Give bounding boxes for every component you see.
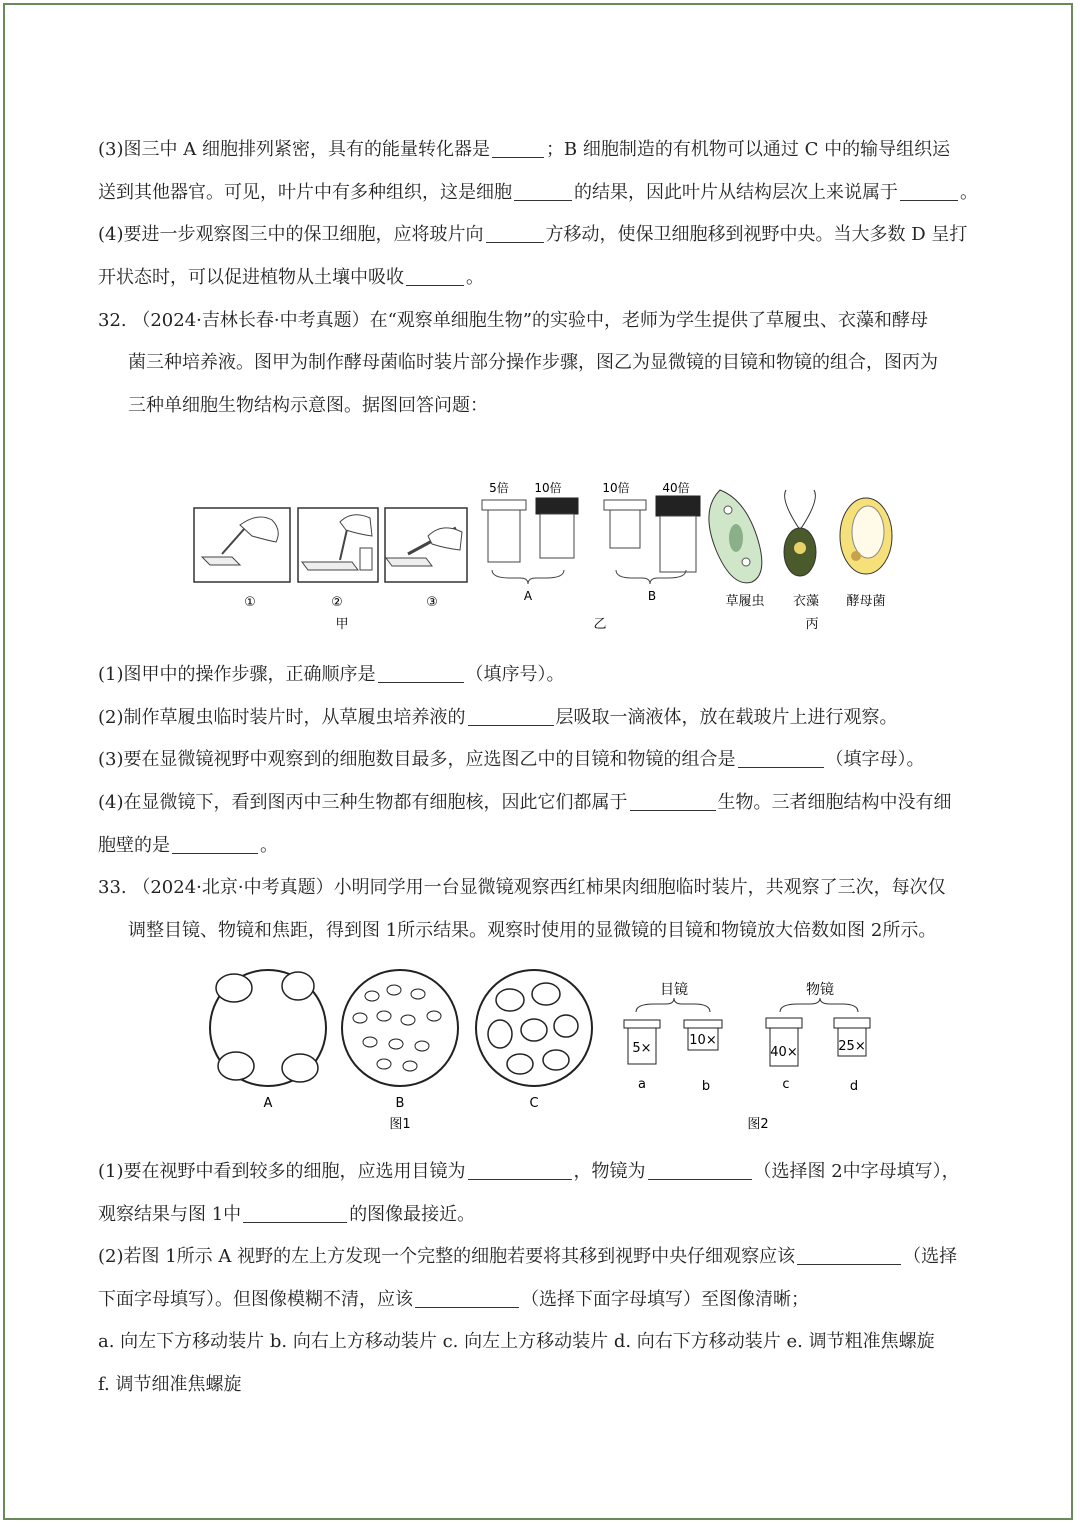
- step-2-label: ②: [331, 595, 343, 610]
- answer-blank[interactable]: [738, 749, 824, 768]
- lens-a-letter: a: [638, 1077, 646, 1092]
- answer-blank[interactable]: [468, 1161, 572, 1180]
- answer-blank[interactable]: [406, 267, 464, 286]
- chlamydomonas-drawing: [784, 490, 816, 576]
- mag-5-label: 5倍: [489, 481, 509, 495]
- answer-blank[interactable]: [415, 1289, 519, 1308]
- step-3-label: ③: [426, 595, 438, 610]
- lens-c-mag: 40×: [770, 1045, 798, 1060]
- q32-part1: (1)图甲中的操作步骤，正确顺序是 （填序号）。: [98, 664, 565, 685]
- answer-blank[interactable]: [378, 664, 464, 683]
- q33-intro-line1: 33. （2024·北京·中考真题）小明同学用一台显微镜观察西红柿果肉细胞临时装片，共观察了三次，每次仅: [98, 877, 946, 898]
- lens-d-letter: d: [849, 1079, 859, 1094]
- q31-part4-line2: 开状态时，可以促进植物从土壤中吸收 。: [98, 267, 484, 288]
- view-b-label: B: [395, 1096, 405, 1111]
- objective-40x: [656, 496, 700, 572]
- objective-brace: [780, 998, 858, 1012]
- q33-options-line2: f. 调节细准焦螺旋: [98, 1374, 242, 1395]
- step-2-panel: [298, 508, 378, 582]
- view-b-circle: [342, 970, 458, 1086]
- eyepiece-heading: 目镜: [660, 982, 688, 998]
- answer-blank[interactable]: [243, 1204, 347, 1223]
- lens-a-mag: 5×: [632, 1041, 652, 1056]
- group-a-label: A: [523, 589, 533, 603]
- q32-part3: (3)要在显微镜视野中观察到的细胞数目最多，应选图乙中的目镜和物镜的组合是 （填字母）。: [98, 749, 925, 770]
- yeast-drawing: [840, 498, 892, 574]
- answer-blank[interactable]: [514, 182, 572, 201]
- q32-part4-line2: 胞壁的是 。: [98, 835, 278, 856]
- mag-10a-label: 10倍: [534, 481, 562, 495]
- answer-blank[interactable]: [468, 707, 554, 726]
- brace-a: [492, 570, 564, 584]
- q33-figure: [200, 960, 890, 1140]
- answer-blank[interactable]: [172, 835, 258, 854]
- objective-heading: 物镜: [806, 982, 834, 998]
- mag-40-label: 40倍: [662, 481, 690, 495]
- fig2-label: 图2: [747, 1117, 769, 1132]
- q33-part2-line2: 下面字母填写）。但图像模糊不清，应该 （选择下面字母填写）至图像清晰；: [98, 1289, 809, 1310]
- paramecium-label: 草履虫: [725, 594, 765, 609]
- answer-blank[interactable]: [648, 1161, 752, 1180]
- answer-blank[interactable]: [492, 139, 544, 158]
- fig1-label: 图1: [389, 1117, 411, 1132]
- q31-part3-line1: (3)图三中 A 细胞排列紧密，具有的能量转化器是 ；B 细胞制造的有机物可以通过 C 中的输导组织运: [98, 139, 951, 160]
- q32-intro-line1: 32. （2024·吉林长春·中考真题）在“观察单细胞生物”的实验中，老师为学生提供了草履虫、衣藻和酵母: [98, 310, 928, 331]
- step-1-panel: [194, 508, 290, 582]
- answer-blank[interactable]: [900, 182, 958, 201]
- lens-b-mag: 10×: [689, 1033, 717, 1048]
- q32-intro-line2: 菌三种培养液。图甲为制作酵母菌临时装片部分操作步骤，图乙为显微镜的目镜和物镜的组合，图丙为: [128, 352, 938, 373]
- paramecium-drawing: [709, 490, 762, 583]
- objective-10x: [536, 498, 578, 558]
- q32-figure: [180, 470, 910, 640]
- step-1-label: ①: [244, 595, 256, 610]
- eyepiece-5x: [482, 500, 526, 562]
- eyepiece-brace: [636, 998, 710, 1012]
- fig-bing-label: 丙: [805, 617, 819, 632]
- mag-10b-label: 10倍: [602, 481, 630, 495]
- eyepiece-10x: [604, 500, 646, 548]
- answer-blank[interactable]: [630, 792, 716, 811]
- q33-options-line1: a. 向左下方移动装片 b. 向右上方移动装片 c. 向左上方移动装片 d. 向右下方移动装片 e. 调节粗准焦螺旋: [98, 1331, 935, 1352]
- yeast-label: 酵母菌: [846, 594, 886, 609]
- lens-b-letter: b: [701, 1079, 711, 1094]
- lens-d-mag: 25×: [838, 1039, 866, 1054]
- chlamydomonas-label: 衣藻: [792, 594, 820, 609]
- q31-part3-line2: 送到其他器官。可见，叶片中有多种组织，这是细胞 的结果，因此叶片从结构层次上来说属于 。: [98, 182, 978, 203]
- q32-part2: (2)制作草履虫临时装片时，从草履虫培养液的 层吸取一滴液体，放在载玻片上进行观察。: [98, 707, 898, 728]
- q32-part4-line1: (4)在显微镜下，看到图丙中三种生物都有细胞核，因此它们都属于 生物。三者细胞结构中没有细: [98, 792, 952, 813]
- view-c-circle: [476, 970, 592, 1086]
- view-a-circle: [210, 970, 326, 1086]
- q33-part1-line1: (1)要在视野中看到较多的细胞，应选用目镜为 ，物镜为 （选择图 2中字母填写），: [98, 1161, 960, 1182]
- answer-blank[interactable]: [797, 1246, 901, 1265]
- q33-part2-line1: (2)若图 1所示 A 视野的左上方发现一个完整的细胞若要将其移到视野中央仔细观察应该 （选择: [98, 1246, 958, 1267]
- lens-c-letter: c: [782, 1077, 790, 1092]
- q32-intro-line3: 三种单细胞生物结构示意图。据图回答问题：: [128, 395, 488, 416]
- view-c-label: C: [529, 1096, 539, 1111]
- step-3-panel: [385, 508, 467, 582]
- fig-jia-label: 甲: [335, 617, 349, 632]
- fig-yi-label: 乙: [593, 617, 607, 632]
- answer-blank[interactable]: [486, 224, 544, 243]
- q33-intro-line2: 调整目镜、物镜和焦距，得到图 1所示结果。观察时使用的显微镜的目镜和物镜放大倍数如图 2所示。: [128, 920, 937, 941]
- group-b-label: B: [647, 589, 657, 603]
- q31-part4-line1: (4)要进一步观察图三中的保卫细胞，应将玻片向 方移动，使保卫细胞移到视野中央。当大多数 D 呈打: [98, 224, 968, 245]
- view-a-label: A: [263, 1096, 273, 1111]
- q33-part1-line2: 观察结果与图 1中 的图像最接近。: [98, 1204, 476, 1225]
